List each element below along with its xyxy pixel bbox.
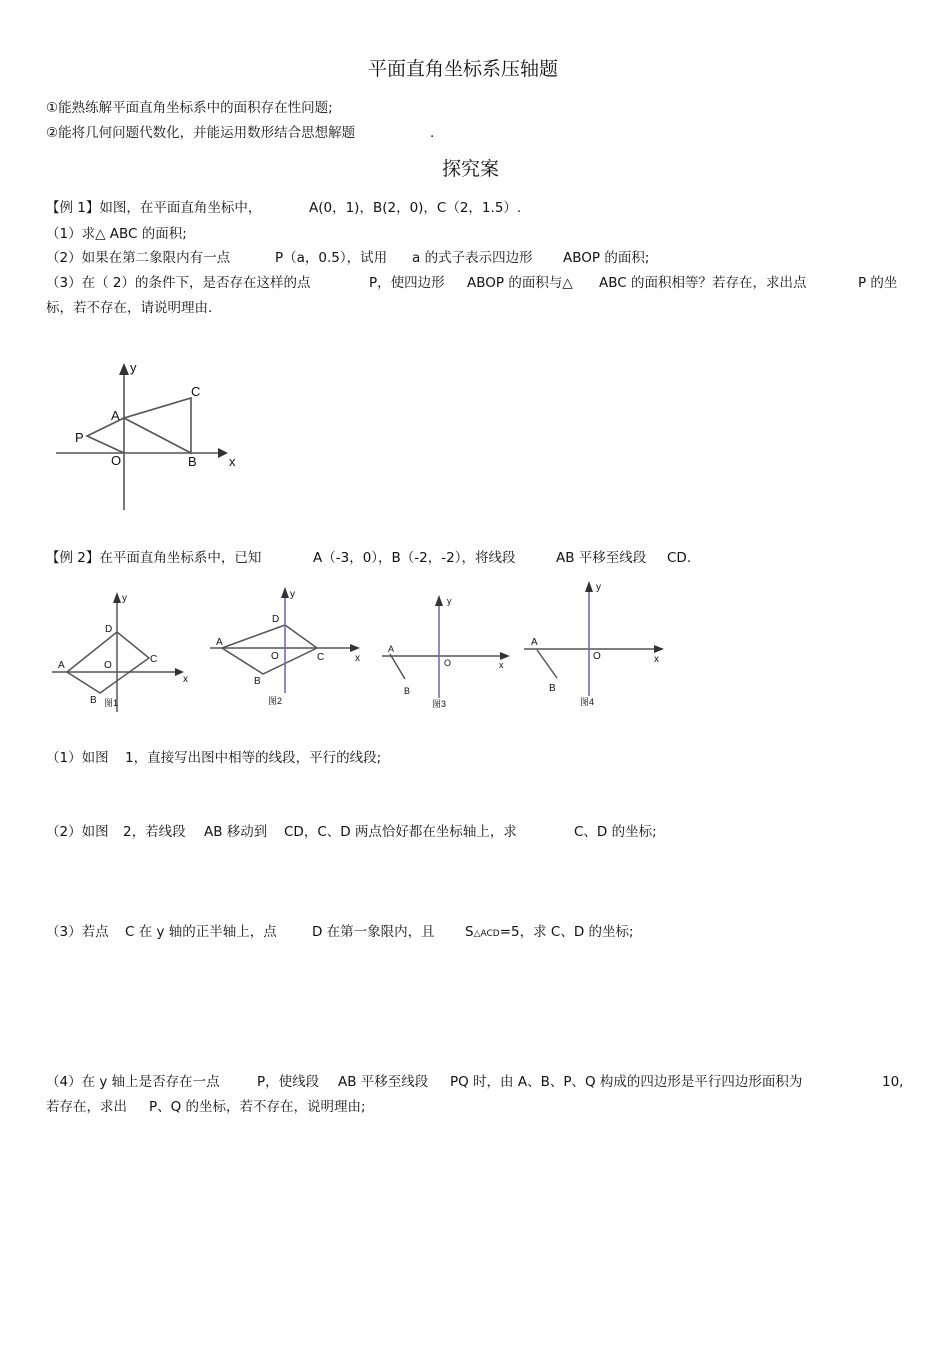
example2-head-c: AB 平移至线段 (556, 550, 647, 566)
fig2-caption: 图2 (268, 696, 283, 706)
example2-head-a: 【例 2】在平面直角坐标系中，已知 (46, 550, 262, 566)
fig4-y-label: y (596, 582, 601, 593)
example2-head-d: CD. (667, 550, 692, 566)
point-c-label: C (191, 384, 201, 399)
fig4-point-b: B (549, 683, 556, 694)
fig1-x-label: x (183, 674, 188, 685)
fig1-y-label: y (122, 593, 127, 604)
example1-question1: （1）求△ ABC 的面积; (46, 226, 187, 242)
example1-question3-b: P，使四边形 (369, 275, 445, 291)
example2-question2-c: AB 移动到 (204, 824, 268, 840)
example1-points: A(0，1)，B(2，0)，C（2，1.5）. (309, 200, 522, 216)
area-symbol: S (465, 924, 474, 940)
fig2-point-b: B (254, 676, 261, 687)
example2-question4-a: （4）在 y 轴上是否存在一点 (46, 1074, 220, 1090)
y-label: y (130, 360, 137, 375)
example1-question2-d: ABOP 的面积; (563, 250, 650, 266)
example2-question3-a: （3）若点 (46, 924, 109, 940)
example2-question3-d: =5，求 C、D 的坐标; (499, 924, 634, 940)
example2-question2-d: CD，C、D 两点恰好都在坐标轴上，求 (284, 824, 517, 840)
fig1-point-a: A (58, 660, 65, 671)
fig3-caption: 图3 (432, 699, 447, 709)
fig2-origin: O (271, 651, 279, 662)
section-heading: 探究案 (442, 158, 500, 180)
example2-question1-a: （1）如图 (46, 750, 109, 766)
fig1-point-c: C (150, 654, 158, 665)
example1-head: 【例 1】如图，在平面直角坐标中， (46, 200, 262, 216)
fig4-caption: 图4 (580, 697, 595, 707)
fig4-origin: O (593, 651, 601, 662)
point-a-label: A (111, 408, 120, 423)
example1-question2-b: P（a，0.5），试用 (275, 250, 388, 266)
figure-3 (382, 595, 510, 709)
fig1-point-d: D (105, 624, 113, 635)
example1-question3-c: ABOP 的面积与△ (467, 275, 573, 291)
fig3-y-label: y (447, 596, 452, 606)
example2-question4-e: 10, (882, 1074, 904, 1090)
fig1-caption: 图1 (104, 698, 119, 708)
fig1-origin: O (104, 660, 112, 671)
example1-question3-f: 标，若不存在，请说明理由. (46, 300, 213, 316)
example2-question4-f: 若存在，求出 (46, 1099, 127, 1115)
example2-question4-g: P、Q 的坐标，若不存在，说明理由; (149, 1099, 366, 1115)
example1-question3-e: P 的坐 (858, 275, 898, 291)
example2-question4-d: PQ 时，由 A、B、P、Q 构成的四边形是平行四边形面积为 (450, 1074, 803, 1090)
fig2-point-c: C (317, 652, 325, 663)
point-b-label: B (188, 454, 197, 469)
goal-2-period: . (430, 125, 435, 141)
point-p-label: P (75, 430, 84, 445)
x-label: x (229, 454, 236, 469)
area-subscript: △ACD (473, 929, 500, 939)
fig4-point-a: A (531, 637, 538, 648)
fig2-point-d: D (272, 614, 280, 625)
page-title: 平面直角坐标系压轴题 (368, 58, 559, 80)
example1-question2-a: （2）如果在第二象限内有一点 (46, 250, 231, 266)
figure-1 (52, 592, 188, 712)
fig4-x-label: x (654, 654, 659, 665)
origin-label: O (111, 453, 122, 468)
fig3-x-label: x (499, 660, 504, 670)
figure-2 (210, 587, 360, 706)
fig2-x-label: x (355, 653, 360, 664)
example2-question4-c: AB 平移至线段 (338, 1074, 429, 1090)
fig3-point-b: B (404, 686, 411, 696)
example1-question2-c: a 的式子表示四边形 (412, 250, 533, 266)
goal-2: ②能将几何问题代数化，并能运用数形结合思想解题 (46, 125, 356, 141)
example2-question3-b: C 在 y 轴的正半轴上，点 (125, 924, 277, 940)
example2-question3-area (465, 923, 634, 943)
example2-question4-b: P，使线段 (257, 1074, 320, 1090)
example2-question3-c: D 在第一象限内，且 (312, 924, 435, 940)
example2-question2-e: C、D 的坐标; (574, 824, 657, 840)
example2-question2-b: 2，若线段 (123, 824, 186, 840)
example2-head-b: A（-3，0），B（-2，-2），将线段 (313, 550, 516, 566)
fig3-point-a: A (388, 644, 395, 654)
example1-question3-d: ABC 的面积相等？若存在，求出点 (599, 275, 807, 291)
fig2-y-label: y (290, 589, 295, 600)
goal-1: ①能熟练解平面直角坐标系中的面积存在性问题; (46, 100, 333, 116)
fig1-point-b: B (90, 695, 97, 706)
example2-question1-b: 1，直接写出图中相等的线段，平行的线段; (125, 750, 382, 766)
figure-4 (524, 581, 664, 707)
fig2-point-a: A (216, 637, 223, 648)
fig3-origin: O (444, 658, 452, 668)
example1-question3-a: （3）在（ 2）的条件下，是否存在这样的点 (46, 275, 311, 291)
example2-question2-a: （2）如图 (46, 824, 109, 840)
